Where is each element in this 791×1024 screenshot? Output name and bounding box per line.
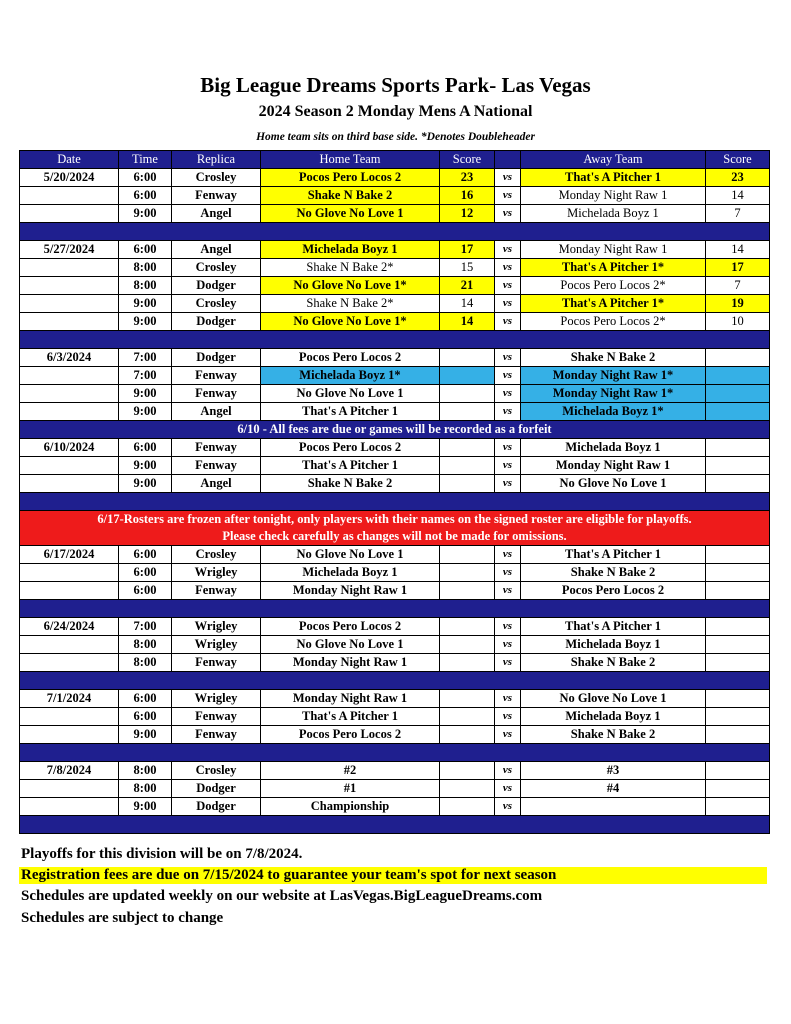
home-score-cell <box>440 349 495 367</box>
time-cell: 9:00 <box>119 205 172 223</box>
home-score-cell <box>440 762 495 780</box>
time-cell: 9:00 <box>119 798 172 816</box>
game-row <box>20 277 770 295</box>
home-team-cell: Pocos Pero Locos 2 <box>261 618 440 636</box>
col-away-team: Away Team <box>521 151 706 169</box>
vs-cell: vs <box>495 690 521 708</box>
replica-cell: Fenway <box>172 582 261 600</box>
time-cell: 6:00 <box>119 546 172 564</box>
vs-cell: vs <box>495 367 521 385</box>
replica-cell: Wrigley <box>172 636 261 654</box>
home-team-cell: Shake N Bake 2* <box>261 259 440 277</box>
vs-cell: vs <box>495 762 521 780</box>
game-row <box>20 690 770 708</box>
vs-cell: vs <box>495 385 521 403</box>
replica-cell: Fenway <box>172 654 261 672</box>
home-score-cell <box>440 708 495 726</box>
time-cell: 9:00 <box>119 403 172 421</box>
date-cell <box>20 259 119 277</box>
date-cell: 7/8/2024 <box>20 762 119 780</box>
date-cell: 6/17/2024 <box>20 546 119 564</box>
home-score-cell <box>440 439 495 457</box>
away-score-cell: 14 <box>706 241 770 259</box>
away-team-cell: Pocos Pero Locos 2 <box>521 582 706 600</box>
away-team-cell: No Glove No Love 1 <box>521 475 706 493</box>
home-team-cell: #1 <box>261 780 440 798</box>
game-row <box>20 762 770 780</box>
separator-row <box>20 744 770 762</box>
date-cell <box>20 457 119 475</box>
replica-cell: Wrigley <box>172 690 261 708</box>
date-cell <box>20 475 119 493</box>
replica-cell: Fenway <box>172 385 261 403</box>
vs-cell: vs <box>495 726 521 744</box>
table-header <box>20 151 770 169</box>
home-team-cell: Michelada Boyz 1* <box>261 367 440 385</box>
date-cell: 6/24/2024 <box>20 618 119 636</box>
vs-cell: vs <box>495 564 521 582</box>
away-score-cell <box>706 636 770 654</box>
fee-notice: 6/10 - All fees are due or games will be recorded as a forfeit <box>20 421 770 439</box>
game-row <box>20 439 770 457</box>
vs-cell: vs <box>495 187 521 205</box>
vs-cell: vs <box>495 636 521 654</box>
roster-warning-line1: 6/17-Rosters are frozen after tonight, only players with their names on the signed roster are eligible for playoffs. <box>97 512 692 526</box>
away-team-cell: Shake N Bake 2 <box>521 564 706 582</box>
col-home-score: Score <box>440 151 495 169</box>
vs-cell: vs <box>495 708 521 726</box>
time-cell: 9:00 <box>119 313 172 331</box>
game-row <box>20 187 770 205</box>
date-cell <box>20 187 119 205</box>
home-team-cell: No Glove No Love 1* <box>261 313 440 331</box>
replica-cell: Angel <box>172 403 261 421</box>
time-cell: 8:00 <box>119 259 172 277</box>
replica-cell: Dodger <box>172 780 261 798</box>
col-away-score: Score <box>706 151 770 169</box>
away-score-cell <box>706 439 770 457</box>
away-team-cell: That's A Pitcher 1* <box>521 259 706 277</box>
home-team-cell: Championship <box>261 798 440 816</box>
home-team-cell: #2 <box>261 762 440 780</box>
away-score-cell <box>706 457 770 475</box>
home-score-cell: 21 <box>440 277 495 295</box>
away-score-cell <box>706 690 770 708</box>
game-row <box>20 205 770 223</box>
away-score-cell <box>706 654 770 672</box>
game-row <box>20 654 770 672</box>
roster-warning-row <box>20 511 770 546</box>
replica-cell: Crosley <box>172 295 261 313</box>
away-score-cell <box>706 762 770 780</box>
away-score-cell <box>706 618 770 636</box>
date-cell <box>20 636 119 654</box>
away-team-cell: #3 <box>521 762 706 780</box>
game-row <box>20 169 770 187</box>
date-cell <box>20 403 119 421</box>
replica-cell: Angel <box>172 241 261 259</box>
home-team-cell: No Glove No Love 1 <box>261 385 440 403</box>
away-score-cell: 17 <box>706 259 770 277</box>
page-title: Big League Dreams Sports Park- Las Vegas <box>200 73 591 97</box>
separator-row <box>20 816 770 834</box>
date-cell <box>20 780 119 798</box>
away-team-cell: That's A Pitcher 1 <box>521 546 706 564</box>
col-replica: Replica <box>172 151 261 169</box>
home-score-cell <box>440 618 495 636</box>
away-team-cell: No Glove No Love 1 <box>521 690 706 708</box>
away-team-cell: Monday Night Raw 1 <box>521 457 706 475</box>
away-score-cell <box>706 349 770 367</box>
away-score-cell <box>706 798 770 816</box>
away-team-cell: #4 <box>521 780 706 798</box>
vs-cell: vs <box>495 798 521 816</box>
fee-notice-row <box>20 421 770 439</box>
home-score-cell: 15 <box>440 259 495 277</box>
game-row <box>20 618 770 636</box>
home-score-cell <box>440 475 495 493</box>
time-cell: 9:00 <box>119 726 172 744</box>
time-cell: 9:00 <box>119 295 172 313</box>
replica-cell: Crosley <box>172 169 261 187</box>
schedule-note: Home team sits on third base side. *Denotes Doubleheader <box>256 131 535 143</box>
replica-cell: Fenway <box>172 708 261 726</box>
game-row <box>20 708 770 726</box>
col-vs <box>495 151 521 169</box>
game-row <box>20 385 770 403</box>
time-cell: 9:00 <box>119 385 172 403</box>
vs-cell: vs <box>495 582 521 600</box>
home-score-cell <box>440 654 495 672</box>
away-team-cell: Shake N Bake 2 <box>521 654 706 672</box>
time-cell: 7:00 <box>119 618 172 636</box>
replica-cell: Dodger <box>172 277 261 295</box>
vs-cell: vs <box>495 546 521 564</box>
home-score-cell <box>440 546 495 564</box>
date-cell <box>20 205 119 223</box>
vs-cell: vs <box>495 457 521 475</box>
time-cell: 6:00 <box>119 690 172 708</box>
away-team-cell <box>521 798 706 816</box>
game-row <box>20 349 770 367</box>
registration-note: Registration fees are due on 7/15/2024 to guarantee your team's spot for next season <box>19 867 767 884</box>
time-cell: 8:00 <box>119 277 172 295</box>
roster-warning-line2: Please check carefully as changes will not be made for omissions. <box>222 529 567 543</box>
time-cell: 6:00 <box>119 169 172 187</box>
date-cell <box>20 708 119 726</box>
game-row <box>20 636 770 654</box>
date-cell: 6/3/2024 <box>20 349 119 367</box>
away-team-cell: Monday Night Raw 1* <box>521 367 706 385</box>
date-cell: 5/20/2024 <box>20 169 119 187</box>
replica-cell: Dodger <box>172 313 261 331</box>
home-team-cell: Pocos Pero Locos 2 <box>261 726 440 744</box>
away-score-cell <box>706 403 770 421</box>
home-score-cell: 16 <box>440 187 495 205</box>
website-note: Schedules are updated weekly on our website at LasVegas.BigLeagueDreams.com <box>21 888 543 904</box>
away-score-cell <box>706 385 770 403</box>
home-team-cell: Monday Night Raw 1 <box>261 690 440 708</box>
date-cell <box>20 295 119 313</box>
time-cell: 8:00 <box>119 780 172 798</box>
replica-cell: Fenway <box>172 457 261 475</box>
vs-cell: vs <box>495 475 521 493</box>
game-row <box>20 313 770 331</box>
home-team-cell: Monday Night Raw 1 <box>261 582 440 600</box>
separator-cell <box>20 223 770 241</box>
time-cell: 9:00 <box>119 475 172 493</box>
away-score-cell: 14 <box>706 187 770 205</box>
home-score-cell <box>440 726 495 744</box>
date-cell <box>20 367 119 385</box>
vs-cell: vs <box>495 403 521 421</box>
time-cell: 8:00 <box>119 654 172 672</box>
home-score-cell: 12 <box>440 205 495 223</box>
home-score-cell <box>440 798 495 816</box>
vs-cell: vs <box>495 205 521 223</box>
home-team-cell: Pocos Pero Locos 2 <box>261 169 440 187</box>
game-row <box>20 241 770 259</box>
home-team-cell: Pocos Pero Locos 2 <box>261 349 440 367</box>
change-note: Schedules are subject to change <box>21 910 224 926</box>
replica-cell: Angel <box>172 475 261 493</box>
replica-cell: Fenway <box>172 367 261 385</box>
home-score-cell <box>440 780 495 798</box>
away-score-cell <box>706 475 770 493</box>
separator-row <box>20 493 770 511</box>
schedule-table <box>19 150 770 834</box>
time-cell: 6:00 <box>119 187 172 205</box>
away-score-cell <box>706 582 770 600</box>
away-team-cell: That's A Pitcher 1 <box>521 169 706 187</box>
away-team-cell: Monday Night Raw 1 <box>521 187 706 205</box>
away-score-cell: 7 <box>706 205 770 223</box>
replica-cell: Crosley <box>172 762 261 780</box>
vs-cell: vs <box>495 439 521 457</box>
home-score-cell: 23 <box>440 169 495 187</box>
home-score-cell: 14 <box>440 295 495 313</box>
game-row <box>20 457 770 475</box>
home-team-cell: Shake N Bake 2* <box>261 295 440 313</box>
time-cell: 6:00 <box>119 708 172 726</box>
away-team-cell: Michelada Boyz 1 <box>521 636 706 654</box>
home-team-cell: That's A Pitcher 1 <box>261 457 440 475</box>
col-time: Time <box>119 151 172 169</box>
home-score-cell: 17 <box>440 241 495 259</box>
home-score-cell <box>440 564 495 582</box>
separator-cell <box>20 600 770 618</box>
replica-cell: Crosley <box>172 546 261 564</box>
vs-cell: vs <box>495 313 521 331</box>
home-score-cell: 14 <box>440 313 495 331</box>
time-cell: 6:00 <box>119 564 172 582</box>
date-cell <box>20 654 119 672</box>
time-cell: 7:00 <box>119 349 172 367</box>
separator-row <box>20 600 770 618</box>
home-team-cell: That's A Pitcher 1 <box>261 403 440 421</box>
home-team-cell: Monday Night Raw 1 <box>261 654 440 672</box>
time-cell: 6:00 <box>119 582 172 600</box>
separator-cell <box>20 744 770 762</box>
away-team-cell: Pocos Pero Locos 2* <box>521 277 706 295</box>
replica-cell: Fenway <box>172 726 261 744</box>
date-cell <box>20 798 119 816</box>
away-team-cell: Shake N Bake 2 <box>521 726 706 744</box>
game-row <box>20 726 770 744</box>
away-team-cell: Michelada Boyz 1 <box>521 708 706 726</box>
time-cell: 8:00 <box>119 636 172 654</box>
time-cell: 6:00 <box>119 241 172 259</box>
home-team-cell: Michelada Boyz 1 <box>261 241 440 259</box>
away-score-cell <box>706 367 770 385</box>
separator-row <box>20 223 770 241</box>
separator-cell <box>20 493 770 511</box>
game-row <box>20 295 770 313</box>
home-team-cell: Shake N Bake 2 <box>261 475 440 493</box>
replica-cell: Wrigley <box>172 618 261 636</box>
time-cell: 7:00 <box>119 367 172 385</box>
home-team-cell: Shake N Bake 2 <box>261 187 440 205</box>
game-row <box>20 475 770 493</box>
vs-cell: vs <box>495 169 521 187</box>
game-row <box>20 403 770 421</box>
vs-cell: vs <box>495 295 521 313</box>
away-team-cell: Monday Night Raw 1 <box>521 241 706 259</box>
away-team-cell: Monday Night Raw 1* <box>521 385 706 403</box>
away-team-cell: Michelada Boyz 1* <box>521 403 706 421</box>
vs-cell: vs <box>495 349 521 367</box>
away-team-cell: Pocos Pero Locos 2* <box>521 313 706 331</box>
separator-cell <box>20 331 770 349</box>
roster-warning <box>20 511 770 546</box>
time-cell: 8:00 <box>119 762 172 780</box>
away-score-cell <box>706 708 770 726</box>
game-row <box>20 546 770 564</box>
home-team-cell: No Glove No Love 1* <box>261 277 440 295</box>
replica-cell: Wrigley <box>172 564 261 582</box>
vs-cell: vs <box>495 259 521 277</box>
replica-cell: Fenway <box>172 439 261 457</box>
away-score-cell: 23 <box>706 169 770 187</box>
replica-cell: Crosley <box>172 259 261 277</box>
away-team-cell: That's A Pitcher 1 <box>521 618 706 636</box>
home-score-cell <box>440 457 495 475</box>
home-score-cell <box>440 690 495 708</box>
away-score-cell <box>706 726 770 744</box>
date-cell: 6/10/2024 <box>20 439 119 457</box>
replica-cell: Dodger <box>172 798 261 816</box>
date-cell <box>20 313 119 331</box>
home-team-cell: That's A Pitcher 1 <box>261 708 440 726</box>
away-score-cell: 10 <box>706 313 770 331</box>
game-row <box>20 798 770 816</box>
home-team-cell: No Glove No Love 1 <box>261 546 440 564</box>
away-score-cell <box>706 546 770 564</box>
game-row <box>20 564 770 582</box>
replica-cell: Dodger <box>172 349 261 367</box>
playoffs-note: Playoffs for this division will be on 7/8/2024. <box>21 846 303 862</box>
date-cell: 5/27/2024 <box>20 241 119 259</box>
game-row <box>20 367 770 385</box>
replica-cell: Angel <box>172 205 261 223</box>
home-team-cell: Pocos Pero Locos 2 <box>261 439 440 457</box>
time-cell: 9:00 <box>119 457 172 475</box>
vs-cell: vs <box>495 654 521 672</box>
separator-row <box>20 672 770 690</box>
away-team-cell: That's A Pitcher 1* <box>521 295 706 313</box>
date-cell: 7/1/2024 <box>20 690 119 708</box>
away-team-cell: Michelada Boyz 1 <box>521 205 706 223</box>
away-score-cell: 7 <box>706 277 770 295</box>
away-team-cell: Michelada Boyz 1 <box>521 439 706 457</box>
home-score-cell <box>440 582 495 600</box>
home-score-cell <box>440 636 495 654</box>
date-cell <box>20 726 119 744</box>
date-cell <box>20 582 119 600</box>
vs-cell: vs <box>495 618 521 636</box>
replica-cell: Fenway <box>172 187 261 205</box>
home-score-cell <box>440 403 495 421</box>
game-row <box>20 582 770 600</box>
away-score-cell <box>706 780 770 798</box>
separator-cell <box>20 672 770 690</box>
vs-cell: vs <box>495 241 521 259</box>
home-team-cell: No Glove No Love 1 <box>261 205 440 223</box>
time-cell: 6:00 <box>119 439 172 457</box>
away-team-cell: Shake N Bake 2 <box>521 349 706 367</box>
home-score-cell <box>440 367 495 385</box>
game-row <box>20 259 770 277</box>
home-team-cell: No Glove No Love 1 <box>261 636 440 654</box>
col-date: Date <box>20 151 119 169</box>
away-score-cell <box>706 564 770 582</box>
date-cell <box>20 277 119 295</box>
page-subtitle: 2024 Season 2 Monday Mens A National <box>258 103 533 120</box>
separator-cell <box>20 816 770 834</box>
date-cell <box>20 564 119 582</box>
home-team-cell: Michelada Boyz 1 <box>261 564 440 582</box>
date-cell <box>20 385 119 403</box>
home-score-cell <box>440 385 495 403</box>
game-row <box>20 780 770 798</box>
separator-row <box>20 331 770 349</box>
away-score-cell: 19 <box>706 295 770 313</box>
vs-cell: vs <box>495 780 521 798</box>
col-home-team: Home Team <box>261 151 440 169</box>
vs-cell: vs <box>495 277 521 295</box>
